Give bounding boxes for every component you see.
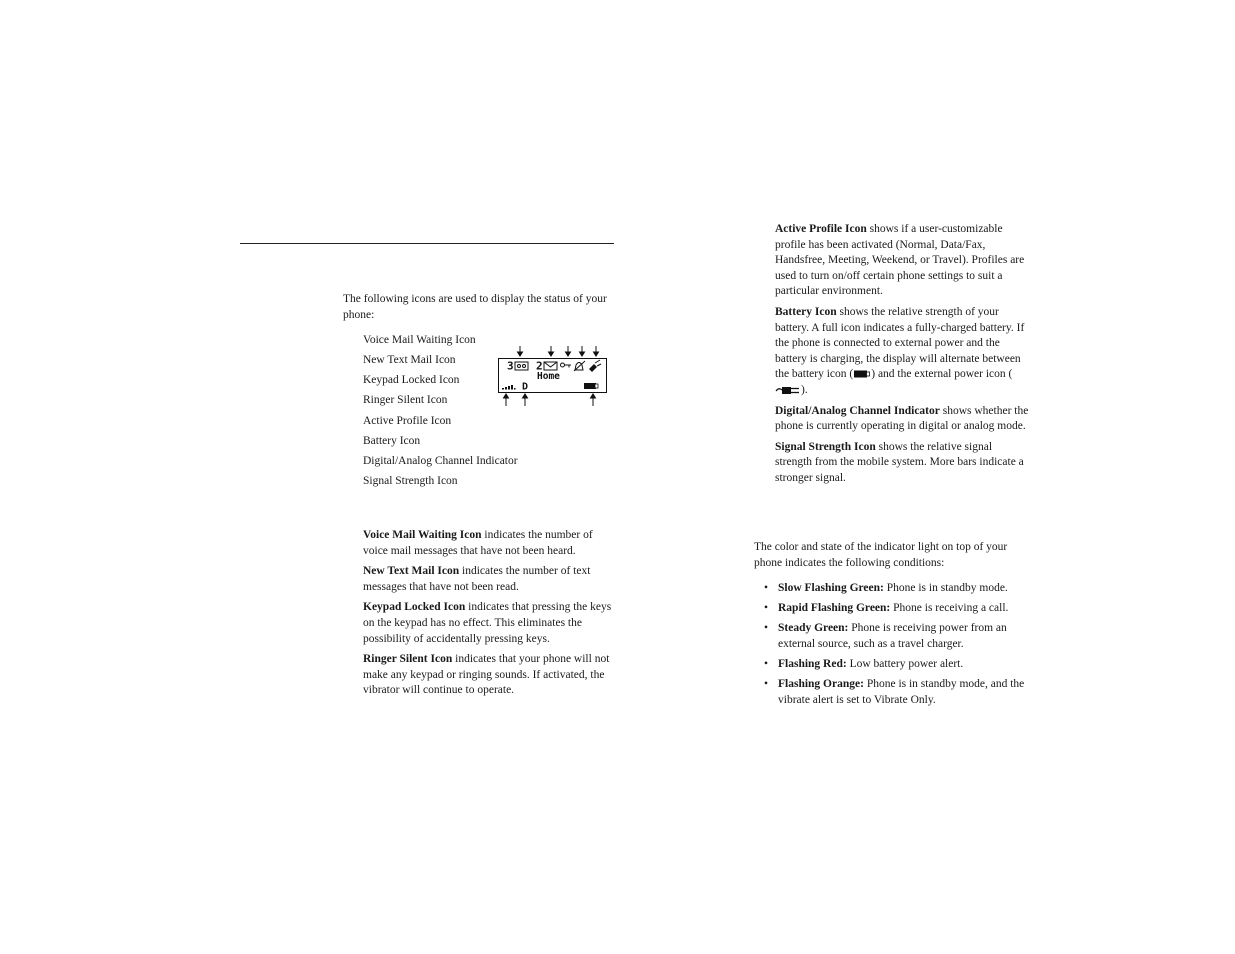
bell-slash-icon bbox=[574, 361, 585, 371]
profile-name: Home bbox=[537, 371, 560, 382]
envelope-icon bbox=[544, 362, 557, 370]
desc-signal: Signal Strength Icon shows the relative signal strength from the mobile system. More bars indicate a stronger signal. bbox=[775, 440, 1024, 484]
indicator-light-intro: The color and state of the indicator light on top of your phone indicates the following conditions: bbox=[754, 541, 1008, 569]
desc-ringer: Ringer Silent Icon indicates that your phone will not make any keypad or ringing sounds. If activated, the vibrator will continue to operate. bbox=[363, 653, 610, 697]
icon-list-item: Keypad Locked Icon bbox=[363, 374, 460, 386]
battery-icon bbox=[853, 369, 871, 379]
list-item: • Slow Flashing Green: Phone is in standby mode. bbox=[764, 581, 1034, 597]
battery-icon bbox=[584, 383, 598, 389]
voicemail-icon bbox=[515, 362, 528, 370]
icon-list-item: Voice Mail Waiting Icon bbox=[363, 334, 476, 346]
list-item: • Steady Green: Phone is receiving power from an external source, such as a travel charger. bbox=[764, 622, 1007, 650]
icon-list-item: Active Profile Icon bbox=[363, 415, 452, 427]
icons-intro: The following icons are used to display the status of your phone: bbox=[343, 293, 607, 321]
icon-list-item: Digital/Analog Channel Indicator bbox=[363, 455, 518, 467]
icon-list-item: Battery Icon bbox=[363, 435, 421, 447]
desc-textmail: New Text Mail Icon indicates the number of text messages that have not been read. bbox=[363, 565, 591, 593]
power-plug-icon bbox=[775, 384, 801, 395]
bullet: • bbox=[764, 622, 769, 635]
bullet: • bbox=[764, 602, 769, 615]
right-descriptions bbox=[775, 222, 1030, 492]
profile-icon bbox=[589, 360, 601, 372]
indicator-conditions-list bbox=[764, 581, 1034, 713]
section-rule bbox=[240, 243, 614, 244]
bullet: • bbox=[764, 677, 769, 690]
desc-channel: Digital/Analog Channel Indicator shows whether the phone is currently operating in digital or analog mode. bbox=[775, 404, 1029, 433]
list-item: • Rapid Flashing Green: Phone is receiving a call. bbox=[764, 601, 1034, 617]
desc-profile: Active Profile Icon shows if a user-customizable profile has been activated (Normal, Data/Fax, Handsfree, Meeting, Weekend, or Travel). Profiles are used to turn on/off certain phone settings to suit a particular environment. bbox=[775, 223, 1025, 298]
icon-list-item: Ringer Silent Icon bbox=[363, 394, 448, 406]
icon-list-item: New Text Mail Icon bbox=[363, 354, 456, 366]
bullet: • bbox=[764, 582, 769, 594]
desc-battery: Battery Icon shows the relative strength of your battery. A full icon indicates a fully-charged battery. If the phone is connected to external power and the battery is charging, the display will alternate between the battery icon ( ) and the external power icon (). bbox=[775, 305, 1025, 396]
desc-keypad: Keypad Locked Icon indicates that pressing the keys on the keypad has no effect. This eliminates the possibility of accidentally pressing keys. bbox=[363, 601, 612, 645]
desc-voicemail: Voice Mail Waiting Icon indicates the number of voice mail messages that have not been heard. bbox=[363, 529, 593, 557]
textmail-count: 2 bbox=[536, 359, 543, 373]
signal-bars-icon bbox=[502, 385, 516, 390]
list-item: • Flashing Red: Low battery power alert. bbox=[764, 657, 1034, 673]
left-descriptions bbox=[363, 528, 618, 704]
voicemail-count: 3 bbox=[507, 359, 514, 373]
key-icon bbox=[561, 363, 572, 368]
phone-display-diagram bbox=[494, 344, 612, 408]
channel-letter: D bbox=[522, 381, 529, 393]
list-item: • Flashing Orange: Phone is in standby mode, and the vibrate alert is set to Vibrate Only. bbox=[764, 677, 1025, 706]
bullet: • bbox=[764, 657, 769, 670]
icon-list-item: Signal Strength Icon bbox=[363, 475, 458, 487]
